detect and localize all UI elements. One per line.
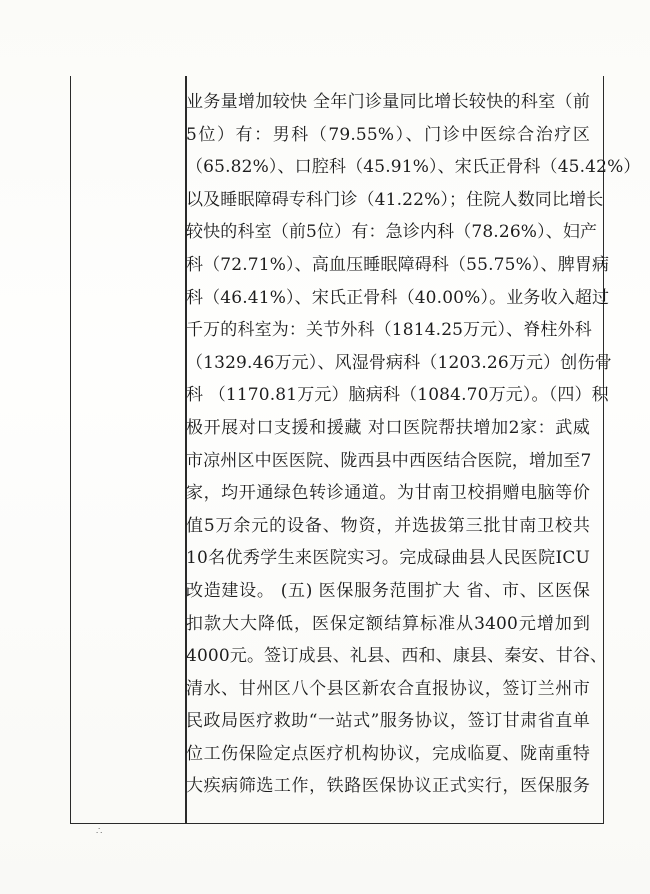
text-line: （1329.46万元）、风湿骨病科（1203.26万元）创伤骨 — [186, 352, 612, 373]
text-line: 5位）有：男科（79.55%）、门诊中医综合治疗区 — [186, 124, 590, 145]
margin-mark: ∴ — [96, 826, 104, 837]
text-line: 科（46.41%）、宋氏正骨科（40.00%）。业务收入超过 — [186, 287, 610, 308]
text-line: 民政局医疗救助“一站式”服务协议，签订甘肃省直单 — [186, 711, 590, 732]
text-line: 值5万余元的设备、物资，并选拔第三批甘南卫校共 — [186, 515, 590, 536]
text-line: 科（72.71%）、高血压睡眠障碍科（55.75%）、脾胃病 — [186, 254, 610, 275]
text-line: 家，均开通绿色转诊通道。为甘南卫校捐赠电脑等价 — [186, 483, 590, 504]
text-line: 4000元。签订成县、礼县、西和、康县、秦安、甘谷、 — [186, 646, 608, 667]
text-line: 千万的科室为：关节外科（1814.25万元）、脊柱外科 — [186, 320, 592, 341]
report-text-cell — [186, 86, 641, 803]
text-line: 位工伤保险定点医疗机构协议，完成临夏、陇南重特 — [186, 743, 590, 764]
text-line: （65.82%）、口腔科（45.91%）、宋氏正骨科（45.42%） — [186, 157, 641, 178]
text-line: 清水、甘州区八个县区新农合直报协议，签订兰州市 — [186, 678, 590, 699]
text-line: 科 （1170.81万元）脑病科（1084.70万元）。（四）积 — [186, 385, 609, 406]
text-line: 极开展对口支援和援藏 对口医院帮扶增加2家：武威 — [186, 417, 590, 438]
text-line: 改造建设。 (五) 医保服务范围扩大 省、市、区医保 — [186, 580, 590, 601]
text-line: 大疾病筛选工作，铁路医保协议正式实行，医保服务 — [186, 776, 590, 797]
text-line: 扣款大大降低，医保定额结算标准从3400元增加到 — [186, 613, 590, 634]
text-line: 以及睡眠障碍专科门诊（41.22%）；住院人数同比增长 — [186, 189, 604, 210]
text-line: 10名优秀学生来医院实习。完成碌曲县人民医院ICU — [186, 548, 590, 569]
text-line: 市凉州区中医医院、陇西县中西医结合医院，增加至7 — [186, 450, 592, 471]
text-line: 业务量增加较快 全年门诊量同比增长较快的科室（前 — [186, 92, 590, 112]
text-line: 较快的科室（前5位）有：急诊内科（78.26%）、妇产 — [186, 222, 598, 243]
